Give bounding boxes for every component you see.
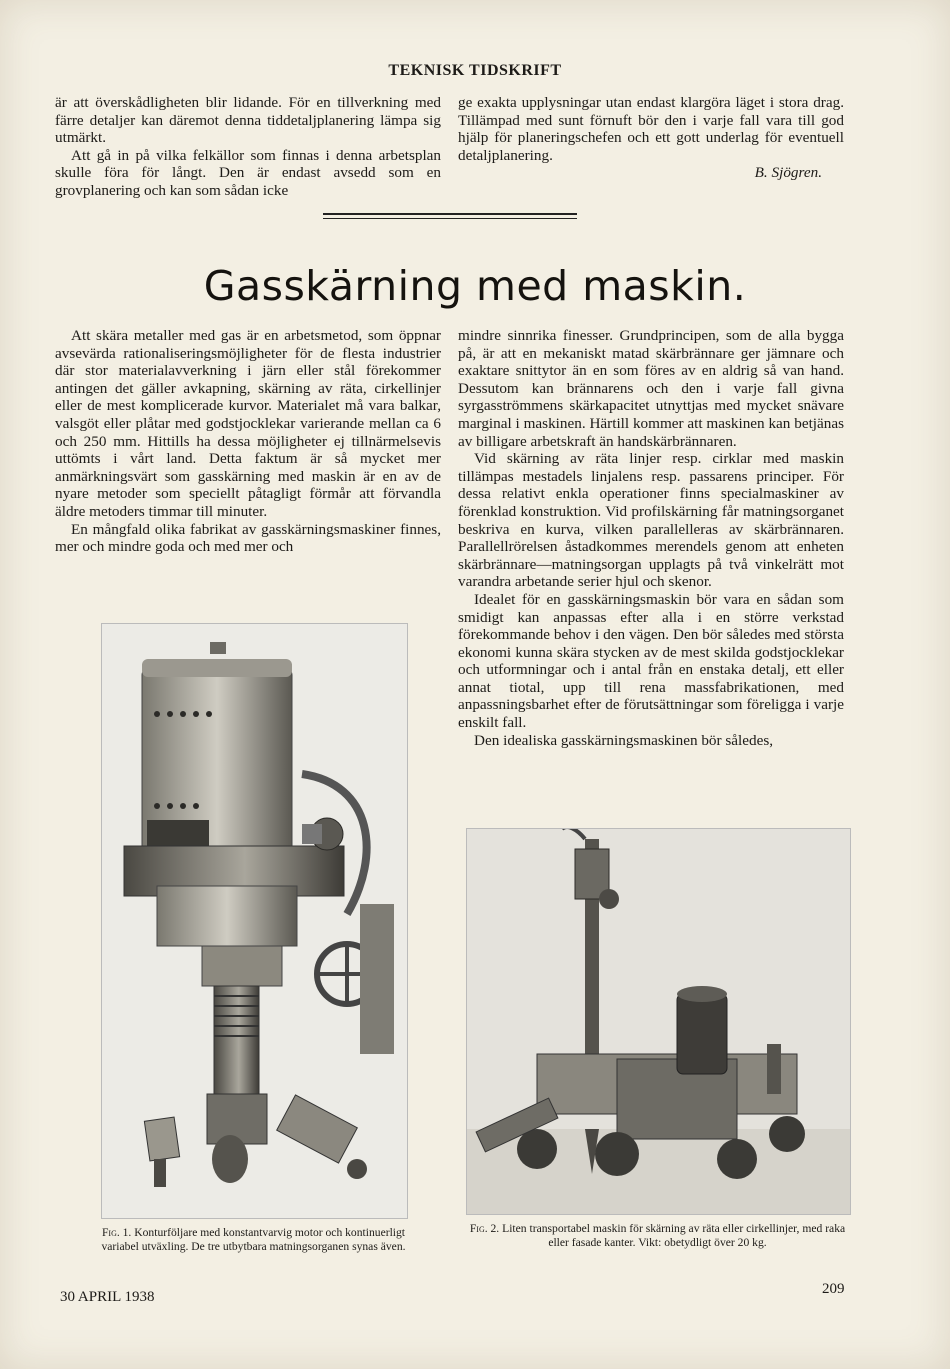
paragraph: ge exakta upplysningar utan endast klargöra läget i stora drag. Tillämpad med sunt förnuft bör den i varje fall vara till god hjälp för planeringschefen och ett gott underlag för eventuell detaljplanering.	[458, 94, 844, 164]
previous-article-left-column	[55, 94, 441, 200]
article-title: Gasskärning med maskin.	[203, 262, 747, 310]
article-right-column	[458, 327, 844, 749]
paragraph: är att överskådligheten blir lidande. För en tillverkning med färre detaljer kan däremot denna tiddetaljplanering lämpa sig utmärkt.	[55, 94, 441, 147]
paragraph: Den idealiska gasskärningsmaskinen bör således,	[474, 731, 774, 749]
figure-1-photo	[101, 623, 408, 1219]
caption-text: Konturföljare med konstantvarvig motor och kontinuerligt variabel utväxling. De tre utbytbara matningsorganen synas även.	[101, 1226, 406, 1253]
caption-text: Liten transportabel maskin för skärning av räta eller cirkellinjer, med raka eller fasade kanter. Vikt: obetydligt över 20 kg.	[502, 1222, 846, 1249]
paragraph: Idealet för en gasskärningsmaskin bör vara en sådan som smidigt kan anpassas efter alla i en större verkstad förekommande behov i den vägen. Den bör således med största ekonomi kunna skära stycken av de mest skilda godstjocklekar och utformningar och i antal från en enstaka detalj, ett eller annat tiotal, upp till rena massfabrikationen, med anpassningsbarhet efter de förutsättningar som föreligga i varje enskilt fall.	[458, 590, 844, 732]
paragraph: Att gå in på vilka felkällor som finnas i denna arbetsplan skulle föra för långt. Den är endast avsedd som en grovplanering och kan som sådan icke	[55, 146, 441, 199]
author-signature: B. Sjögren.	[754, 164, 822, 182]
paragraph: Vid skärning av räta linjer resp. cirklar med maskin tillämpas mestadels linjalens resp. passarens principer. För dessa relativt enkla operationer finns specialmaskiner av förenklad konstruktion. Vid profilskärning får matningsorganet beskriva en kurva, vilken parallelleras av skärbrännaren. Parallellrörelsen åstadkommes merendels genom att enheten skärbrännare—matningsorgan upplagts på två vinkelrätt mot varandra arbetande serier hjul och skenor.	[458, 450, 844, 591]
running-header: TEKNISK TIDSKRIFT	[388, 62, 562, 79]
paragraph: En mångfald olika fabrikat av gasskärningsmaskiner finnes, mer och mindre goda och med mer och	[55, 520, 441, 556]
figure-label: Fig. 1.	[101, 1226, 132, 1239]
paragraph: Att skära metaller med gas är en arbetsmetod, som öppnar avsevärda rationaliseringsmöjligheter för de flesta industrier där stor materialavverkning i järn eller stål förekommer antingen det gäller avkapning, skärning av räta, cirkellinjer eller de mest komplicerade kurvor. Materialet må vara balkar, valsgöt eller plåtar med godstjocklekar varierande mellan ca 6 och 250 mm. Hittills ha dessa möjligheter ej tillnärmelsevis uttömts i vårt land. Detta faktum är så mycket mer anmärkningsvärt som gasskärning med maskin är en av de nyare metoder som speciellt påtagligt förmår att förvandla äldre metoders timmar till minuter.	[55, 327, 441, 520]
previous-article-right-column	[458, 94, 844, 182]
paragraph: mindre sinnrika finesser. Grundprincipen, som de alla bygga på, är att en mekaniskt matad skärbrännare ger jämnare och exaktare snittytor än en som föres av en aldrig så van hand. Dessutom kan brännarens och den i varje fall givna syrgasströmmens skärkapacitet utnyttjas med mycket snävare marginal i maskinen. Härtill kommer att maskinen kan betjänas av billigare arbetskraft än handskärbrännaren.	[458, 327, 844, 450]
figure-2-caption	[466, 1222, 849, 1249]
figure-label: Fig. 2.	[469, 1222, 500, 1235]
article-left-column	[55, 327, 441, 556]
figure-2-photo	[466, 828, 851, 1215]
section-divider	[323, 213, 577, 219]
issue-date: 30 APRIL 1938	[60, 1289, 155, 1305]
figure-1-caption	[101, 1226, 406, 1253]
page-number: 209	[822, 1281, 845, 1297]
